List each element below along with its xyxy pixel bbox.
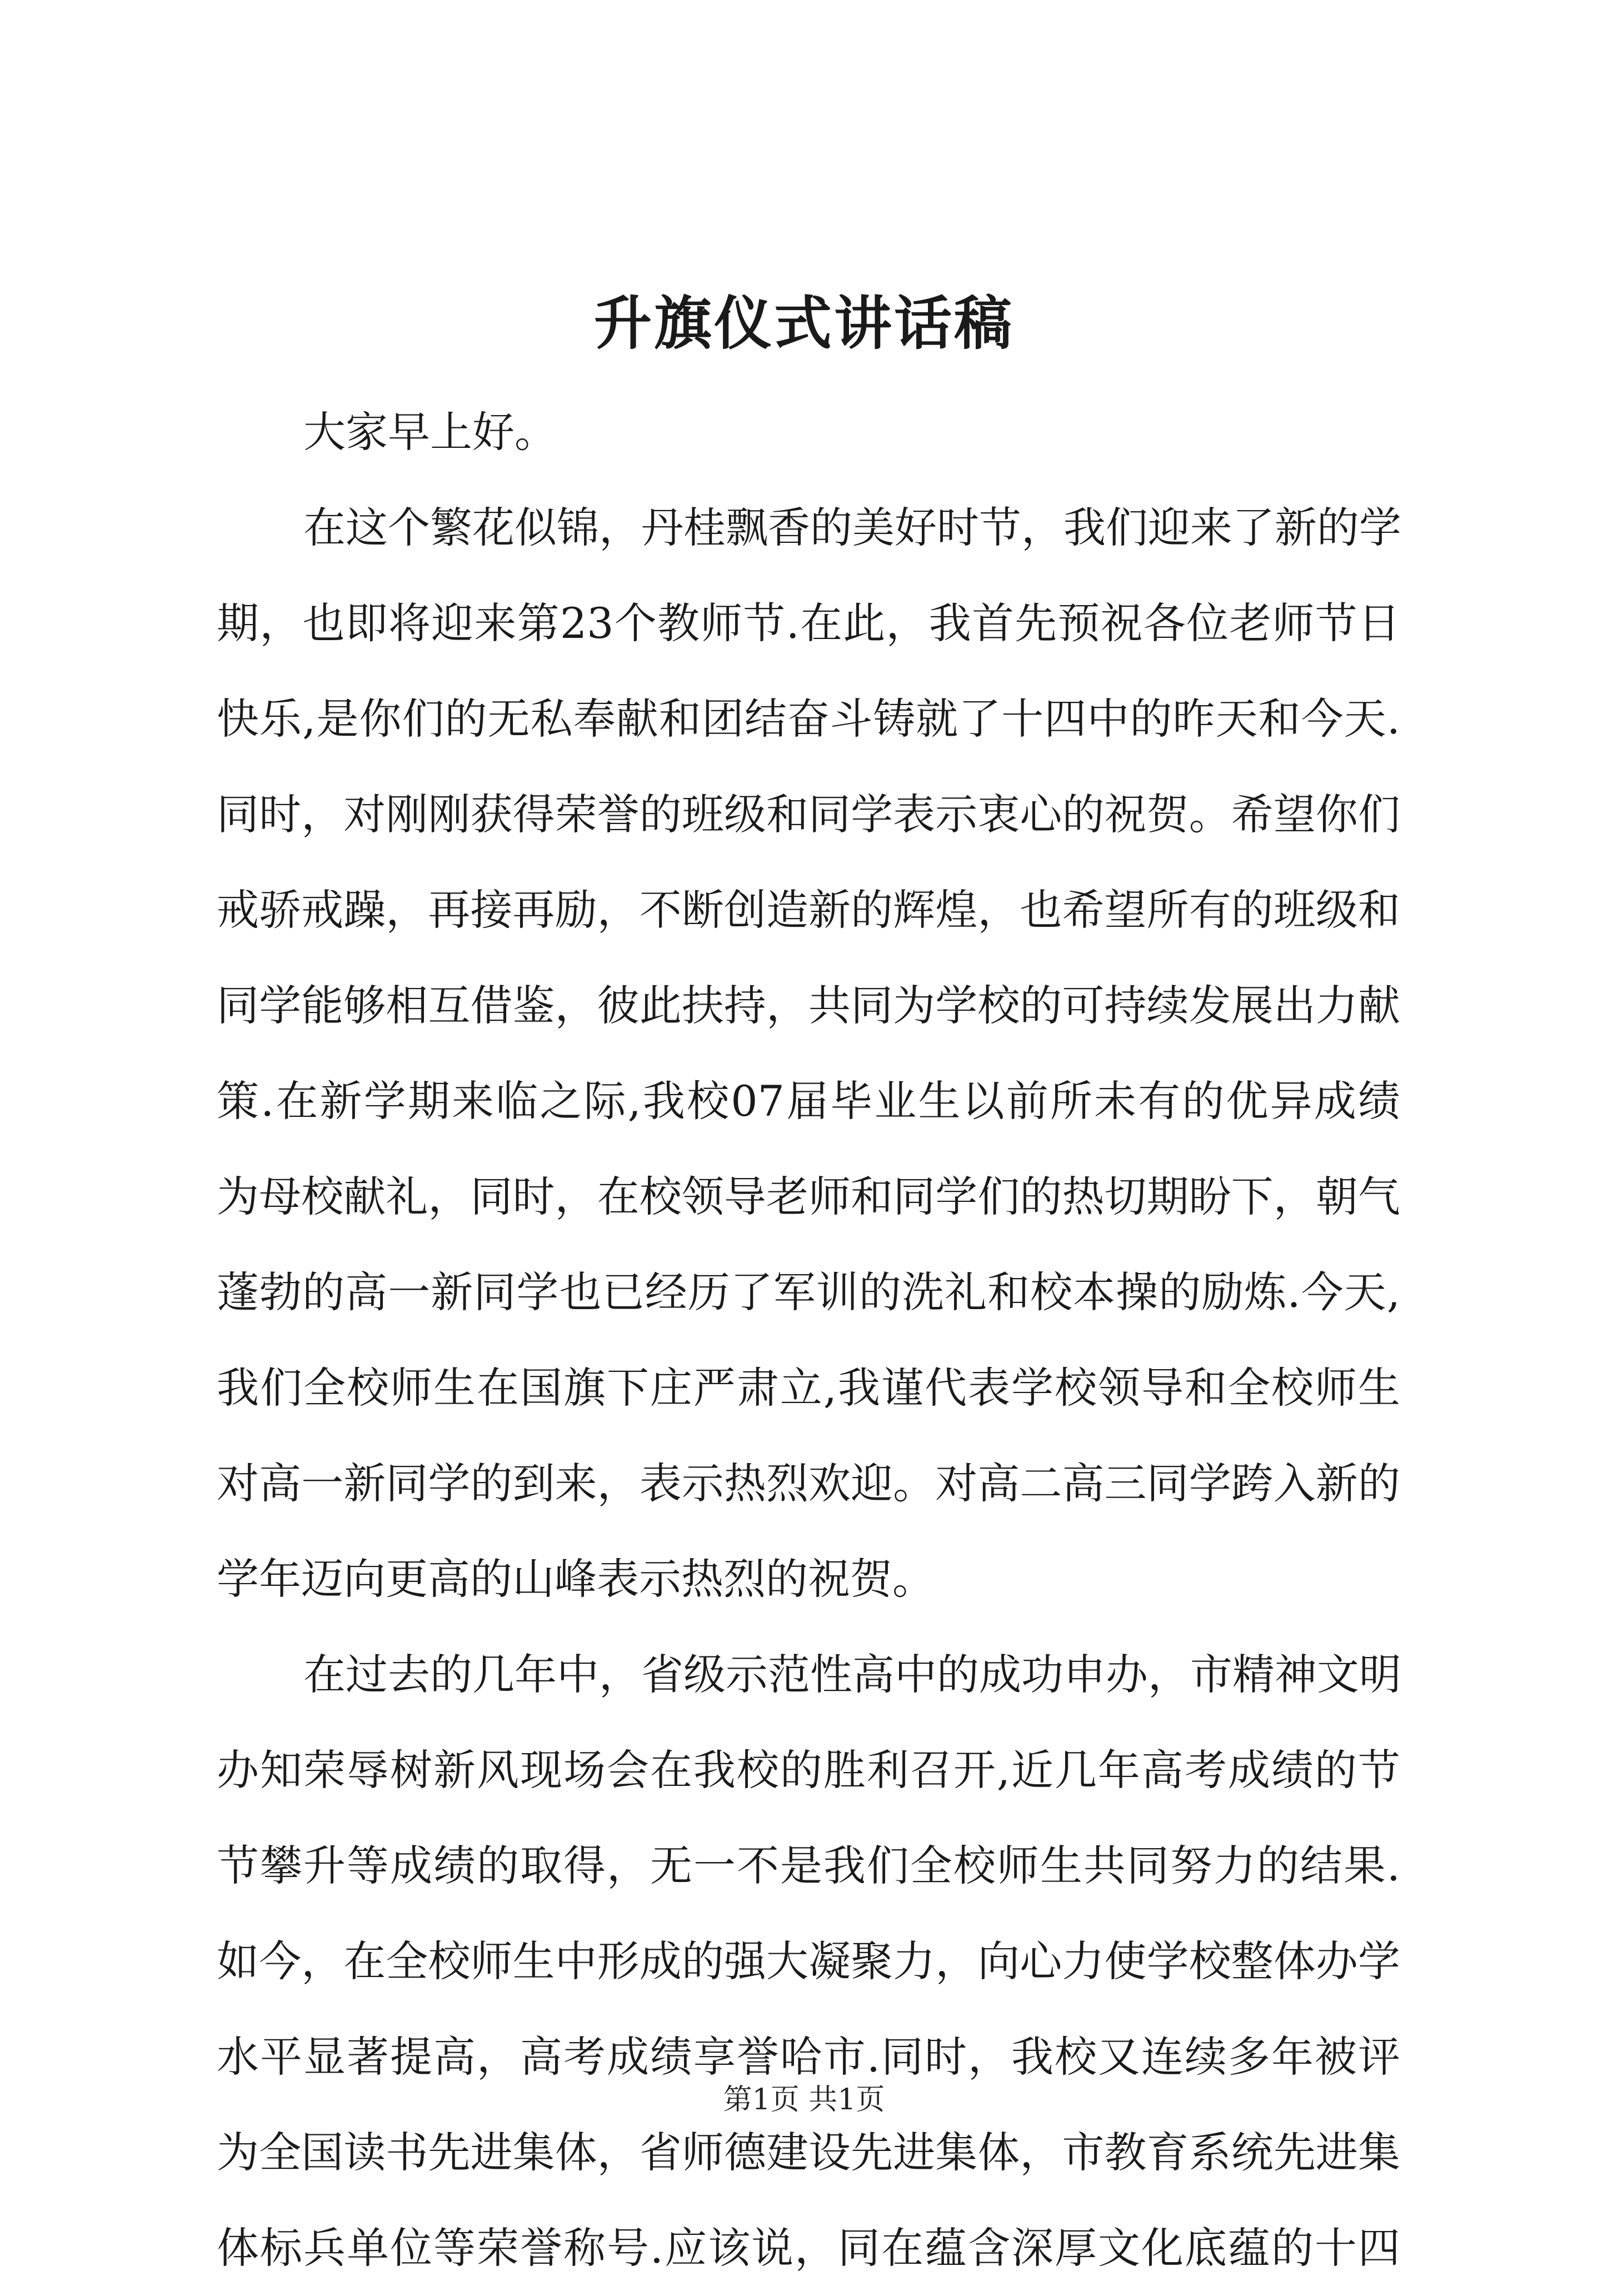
page-footer: 第1页 共1页 xyxy=(723,2083,885,2117)
document-body xyxy=(217,385,1400,2296)
paragraph-line: 学年迈向更高的山峰表示热烈的祝贺。 xyxy=(217,1554,935,1604)
paragraph-line: 策.在新学期来临之际,我校07届毕业生以前所未有的优异成绩 xyxy=(217,1076,1400,1126)
paragraph-line: 同学能够相互借鉴，彼此扶持，共同为学校的可持续发展出力献 xyxy=(217,981,1400,1030)
paragraph-line: 期，也即将迎来第23个教师节.在此，我首先预祝各位老师节日 xyxy=(217,598,1400,648)
paragraph-line: 同时，对刚刚获得荣誉的班级和同学表示衷心的祝贺。希望你们 xyxy=(217,790,1400,839)
paragraph-line: 戒骄戒躁，再接再励，不断创造新的辉煌，也希望所有的班级和 xyxy=(217,885,1400,935)
paragraph-line: 为全国读书先进集体，省师德建设先进集体，市教育系统先进集 xyxy=(217,2128,1400,2177)
paragraph-line: 节攀升等成绩的取得，无一不是我们全校师生共同努力的结果. xyxy=(217,1841,1400,1890)
paragraph-line: 我们全校师生在国旗下庄严肃立,我谨代表学校领导和全校师生 xyxy=(217,1363,1400,1412)
paragraph-line: 在这个繁花似锦，丹桂飘香的美好时节，我们迎来了新的学 xyxy=(303,503,1401,552)
paragraph-line: 为母校献礼，同时，在校领导老师和同学们的热切期盼下，朝气 xyxy=(217,1172,1400,1221)
paragraph-line: 在过去的几年中，省级示范性高中的成功申办，市精神文明 xyxy=(303,1650,1401,1699)
paragraph-line: 水平显著提高，高考成绩享誉哈市.同时，我校又连续多年被评 xyxy=(217,2032,1400,2082)
paragraph-line: 如今，在全校师生中形成的强大凝聚力，向心力使学校整体办学 xyxy=(217,1936,1400,1986)
paragraph-line: 办知荣辱树新风现场会在我校的胜利召开,近几年高考成绩的节 xyxy=(217,1745,1400,1795)
paragraph-line-greeting: 大家早上好。 xyxy=(303,407,557,457)
paragraph-line: 快乐,是你们的无私奉献和团结奋斗铸就了十四中的昨天和今天. xyxy=(217,694,1400,743)
paragraph-line: 对高一新同学的到来，表示热烈欢迎。对高二高三同学跨入新的 xyxy=(217,1459,1400,1508)
paragraph-line: 蓬勃的高一新同学也已经历了军训的洗礼和校本操的励炼.今天, xyxy=(217,1267,1400,1317)
document-title: 升旗仪式讲话稿 xyxy=(593,289,1014,357)
paragraph-line: 体标兵单位等荣誉称号.应该说，同在蕴含深厚文化底蕴的十四 xyxy=(217,2223,1400,2273)
